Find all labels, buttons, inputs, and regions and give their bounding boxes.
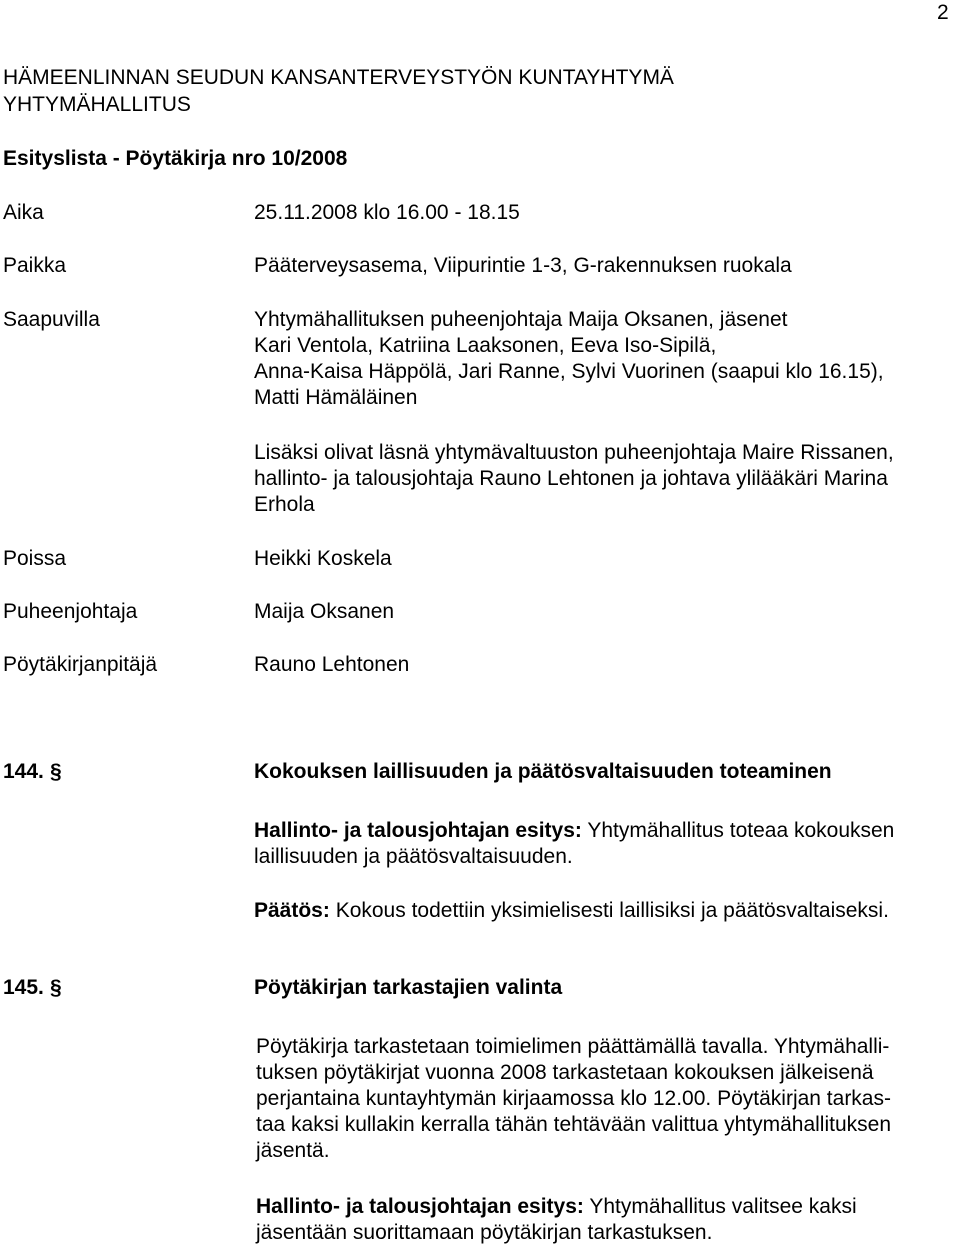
item-proposal xyxy=(254,818,894,870)
also-present-paragraph xyxy=(254,440,894,518)
place-value: Pääterveysasema, Viipurintie 1-3, G-rakennuksen ruokala xyxy=(254,254,792,277)
place-label: Paikka xyxy=(3,254,67,277)
proposal-text: laillisuuden ja päätösvaltaisuuden. xyxy=(254,845,573,868)
also-present-line: hallinto- ja talousjohtaja Rauno Lehtonen ja johtava ylilääkäri Marina xyxy=(254,467,888,490)
item-decision xyxy=(254,898,889,924)
present-list xyxy=(254,307,884,411)
body-line: taa kaksi kullakin kerralla tähän tehtävään valittua yhtymähallituksen xyxy=(256,1113,892,1136)
body-line: jäsentä. xyxy=(256,1139,330,1162)
secretary-label: Pöytäkirjanpitäjä xyxy=(3,653,158,676)
chair-label: Puheenjohtaja xyxy=(3,600,138,623)
proposal-text: Yhtymähallitus toteaa kokouksen xyxy=(581,819,895,842)
document-title: Esityslista - Pöytäkirja nro 10/2008 xyxy=(3,147,348,170)
proposal-label: Hallinto- ja talousjohtajan esitys: xyxy=(254,819,582,842)
time-value: 25.11.2008 klo 16.00 - 18.15 xyxy=(254,201,520,224)
organization-name: HÄMEENLINNAN SEUDUN KANSANTERVEYSTYÖN KUNTAYHTYMÄ xyxy=(3,66,674,89)
present-line: Kari Ventola, Katriina Laaksonen, Eeva Iso-Sipilä, xyxy=(254,334,717,357)
absent-label: Poissa xyxy=(3,547,67,570)
body-line: perjantaina kuntayhtymän kirjaamossa klo 12.00. Pöytäkirjan tarkas- xyxy=(256,1087,891,1110)
page-number: 2 xyxy=(937,1,949,24)
item-title: Kokouksen laillisuuden ja päätösvaltaisuuden toteaminen xyxy=(254,760,832,783)
absent-value: Heikki Koskela xyxy=(254,547,392,570)
also-present-line: Erhola xyxy=(254,493,315,516)
section-sign: § xyxy=(50,976,62,999)
present-line: Matti Hämäläinen xyxy=(254,386,418,409)
present-label: Saapuvilla xyxy=(3,308,100,331)
present-line: Yhtymähallituksen puheenjohtaja Maija Oksanen, jäsenet xyxy=(254,308,788,331)
time-label: Aika xyxy=(3,201,44,224)
body-line: Pöytäkirja tarkastetaan toimielimen päättämällä tavalla. Yhtymähalli- xyxy=(256,1035,890,1058)
body-line: tuksen pöytäkirjat vuonna 2008 tarkastetaan kokouksen jälkeisenä xyxy=(256,1061,874,1084)
item-title: Pöytäkirjan tarkastajien valinta xyxy=(254,976,563,999)
present-line: Anna-Kaisa Häppölä, Jari Ranne, Sylvi Vuorinen (saapui klo 16.15), xyxy=(254,360,884,383)
item-number: 145. xyxy=(3,976,44,999)
chair-value: Maija Oksanen xyxy=(254,600,395,623)
item-proposal xyxy=(256,1194,857,1246)
item-body xyxy=(256,1034,891,1164)
proposal-text: Yhtymähallitus valitsee kaksi xyxy=(583,1195,857,1218)
decision-text: Kokous todettiin yksimielisesti laillisiksi ja päätösvaltaiseksi. xyxy=(329,899,889,922)
proposal-text: jäsentään suorittamaan pöytäkirjan tarkastuksen. xyxy=(256,1221,713,1244)
decision-label: Päätös: xyxy=(254,899,330,922)
section-sign: § xyxy=(50,760,62,783)
body-name: YHTYMÄHALLITUS xyxy=(3,93,191,116)
proposal-label: Hallinto- ja talousjohtajan esitys: xyxy=(256,1195,584,1218)
item-number: 144. xyxy=(3,760,44,783)
also-present-line: Lisäksi olivat läsnä yhtymävaltuuston puheenjohtaja Maire Rissanen, xyxy=(254,441,894,464)
secretary-value: Rauno Lehtonen xyxy=(254,653,410,676)
